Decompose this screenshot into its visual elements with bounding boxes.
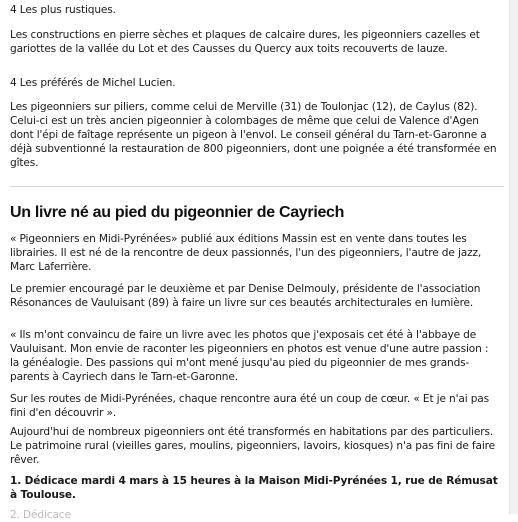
section-heading-preferes: 4 Les préférés de Michel Lucien.	[10, 77, 176, 89]
article-paragraph-5: Aujourd'hui de nombreux pigeonniers ont été transformés en habitations par des particuliers. Le patrimoine rural (vieilles gares, moulins, pigeonniers, lavoirs, kiosques) n'a pas fini de faire rêver.	[10, 426, 495, 466]
article-paragraph-2: Le premier encouragé par le deuxième et par Denise Delmouly, présidente de l'association Résonances de Vauluisant (89) à faire un livre sur ces beautés architecturales en lumière.	[10, 283, 481, 309]
paragraph-preferes: Les pigeonniers sur piliers, comme celui de Merville (31) de Toulonjac (12), de Caylus (82). Celui-ci est un très ancien pigeonnier à colombages de même que celui de Valence d'Agen dont l'épi de faîtage représente un pigeon à l'envol. Le conseil général du Tarn-et-Garonne a déjà subventionné la restauration de 800 pigeonniers, dont une poignée a été transformée en gîtes.	[10, 101, 497, 169]
cut-off-line: 2. Dédicace	[10, 509, 71, 521]
article-paragraph-4: Sur les routes de Midi-Pyrénées, chaque rencontre aura été un coup de cœur. « Et je n'ai pas fini d'en découvrir ».	[10, 393, 490, 419]
article-paragraph-3: « Ils m'ont convaincu de faire un livre avec les photos que j'exposais cet été à l'abbaye de Vauluisant. Mon envie de raconter les pigeonniers en photos est venue d'une autre passion : la généalogie. Des passions qui m'ont mené jusqu'au pied du pigeonnier de mes grands-parents à Cayriech dans le Tarn-et-Garonne.	[10, 329, 489, 383]
section-divider	[10, 186, 504, 187]
dedicace-line: 1. Dédicace mardi 4 mars à 15 heures à la Maison Midi-Pyrénées 1, rue de Rémusat à Toulouse.	[10, 475, 498, 501]
article-title: Un livre né au pied du pigeonnier de Cayriech	[10, 204, 345, 221]
vertical-scrollbar[interactable]	[509, 0, 518, 514]
article-paragraph-1: « Pigeonniers en Midi-Pyrénées» publié aux éditions Massin est en vente dans toutes les librairies. Il est né de la rencontre de deux passionnés, l'un des pigeonniers, l'autre de jazz, Marc Laferrière.	[10, 233, 482, 273]
section-heading-rustiques: 4 Les plus rustiques.	[10, 4, 116, 16]
paragraph-rustiques: Les constructions en pierre sèches et plaques de calcaire dures, les pigeonniers cazelles et gariottes de la vallée du Lot et des Causses du Quercy aux toits recouverts de lauze.	[10, 29, 480, 55]
